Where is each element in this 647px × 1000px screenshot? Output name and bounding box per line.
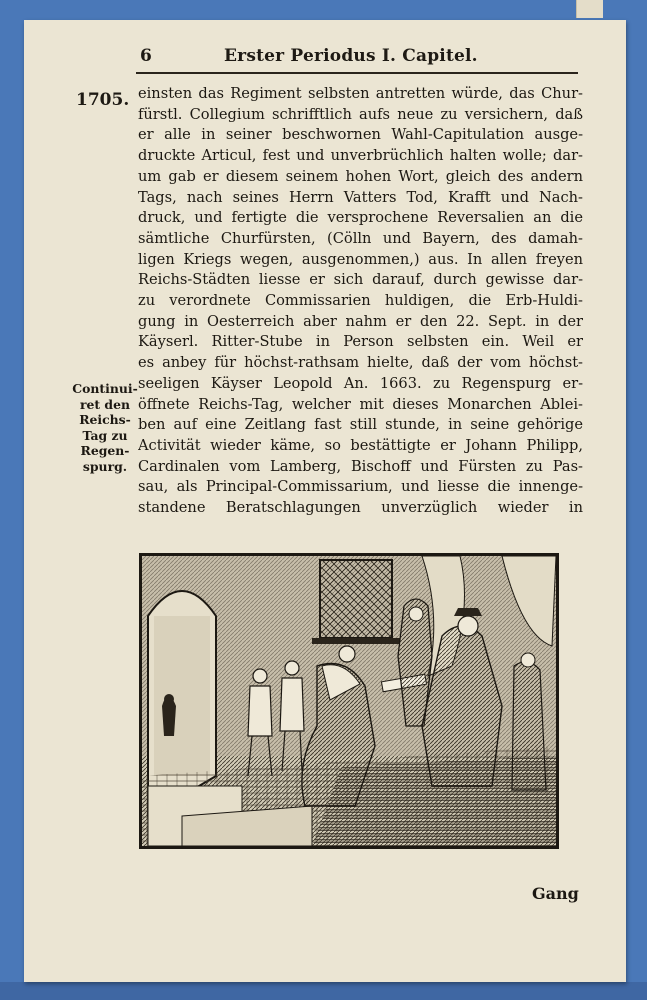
text-line: Tags, nach seines Herrn Vatters Tod, Krafft und Nach- [138, 188, 583, 206]
text-line: standene Beratschlagungen unverzüglich wieder in [138, 499, 583, 517]
text-line: einsten das Regiment selbsten antretten würde, das Chur- [138, 85, 583, 102]
text-line: ben auf eine Zeitlang fast still stunde, in seine gehörige [138, 416, 583, 434]
text-line: er alle in seiner beschwornen Wahl-Capitulation ausge- [138, 126, 583, 144]
text-line: Reichs-Städten liesse er sich darauf, durch gewisse dar- [138, 271, 583, 289]
text-line: Cardinalen vom Lamberg, Bischoff und Fürsten zu Pas- [138, 457, 583, 475]
text-line: gung in Oesterreich aber nahm er den 22. Sept. in der [138, 312, 583, 330]
catchword: Gang [532, 884, 579, 903]
margin-note-line: spurg. [82, 458, 128, 474]
engraving-illustration [139, 553, 559, 849]
text-line: es anbey für höchst-rathsam hielte, daß der vom höchst- [138, 354, 583, 372]
engraving-scene [142, 556, 556, 846]
text-line: sau, als Principal-Commissarium, und liesse die innenge- [138, 478, 583, 496]
page-number: 6 [140, 46, 152, 66]
header-rule [136, 72, 578, 74]
text-line: um gab er diesem seinem hohen Wort, gleich des andern [138, 167, 583, 185]
text-line: sämtliche Churfürsten, (Cölln und Bayern, des damah- [138, 229, 583, 247]
text-line: druck, und fertigte die versprochene Reversalien an die [138, 209, 583, 227]
margin-note-line: Reichs- [79, 412, 131, 427]
running-title: Erster Periodus I. Capitel. [224, 46, 478, 66]
text-line: fürstl. Collegium schrifftlich aufs neue zu versichern, daß [138, 105, 583, 123]
margin-note-line: Tag zu [82, 427, 128, 443]
text-line: zu verordnete Commissarien huldigen, die Erb-Huldi- [138, 292, 583, 310]
margin-note [72, 381, 138, 474]
margin-year: 1705. [76, 90, 130, 110]
text-line: Käyserl. Ritter-Stube in Person selbsten ein. Weil er [138, 333, 583, 351]
text-line: öffnete Reichs-Tag, welcher mit dieses Monarchen Ablei- [138, 395, 583, 413]
text-line: druckte Articul, fest und unverbrüchlich halten wolle; dar- [138, 147, 583, 165]
margin-note-line: ret den [79, 396, 130, 412]
scan-background-bottom [0, 982, 647, 1000]
text-line: ligen Kriegs wegen, ausgenommen,) aus. In allen freyen [138, 250, 583, 268]
text-line: Activität wieder käme, so bestättigte er Johann Philipp, [138, 436, 583, 454]
margin-note-line: Continui- [72, 381, 138, 396]
mounting-strip [576, 0, 603, 18]
body-text [138, 84, 583, 519]
margin-note-line: Regen- [80, 443, 130, 458]
text-line: seeligen Käyser Leopold An. 1663. zu Regenspurg er- [138, 374, 583, 392]
